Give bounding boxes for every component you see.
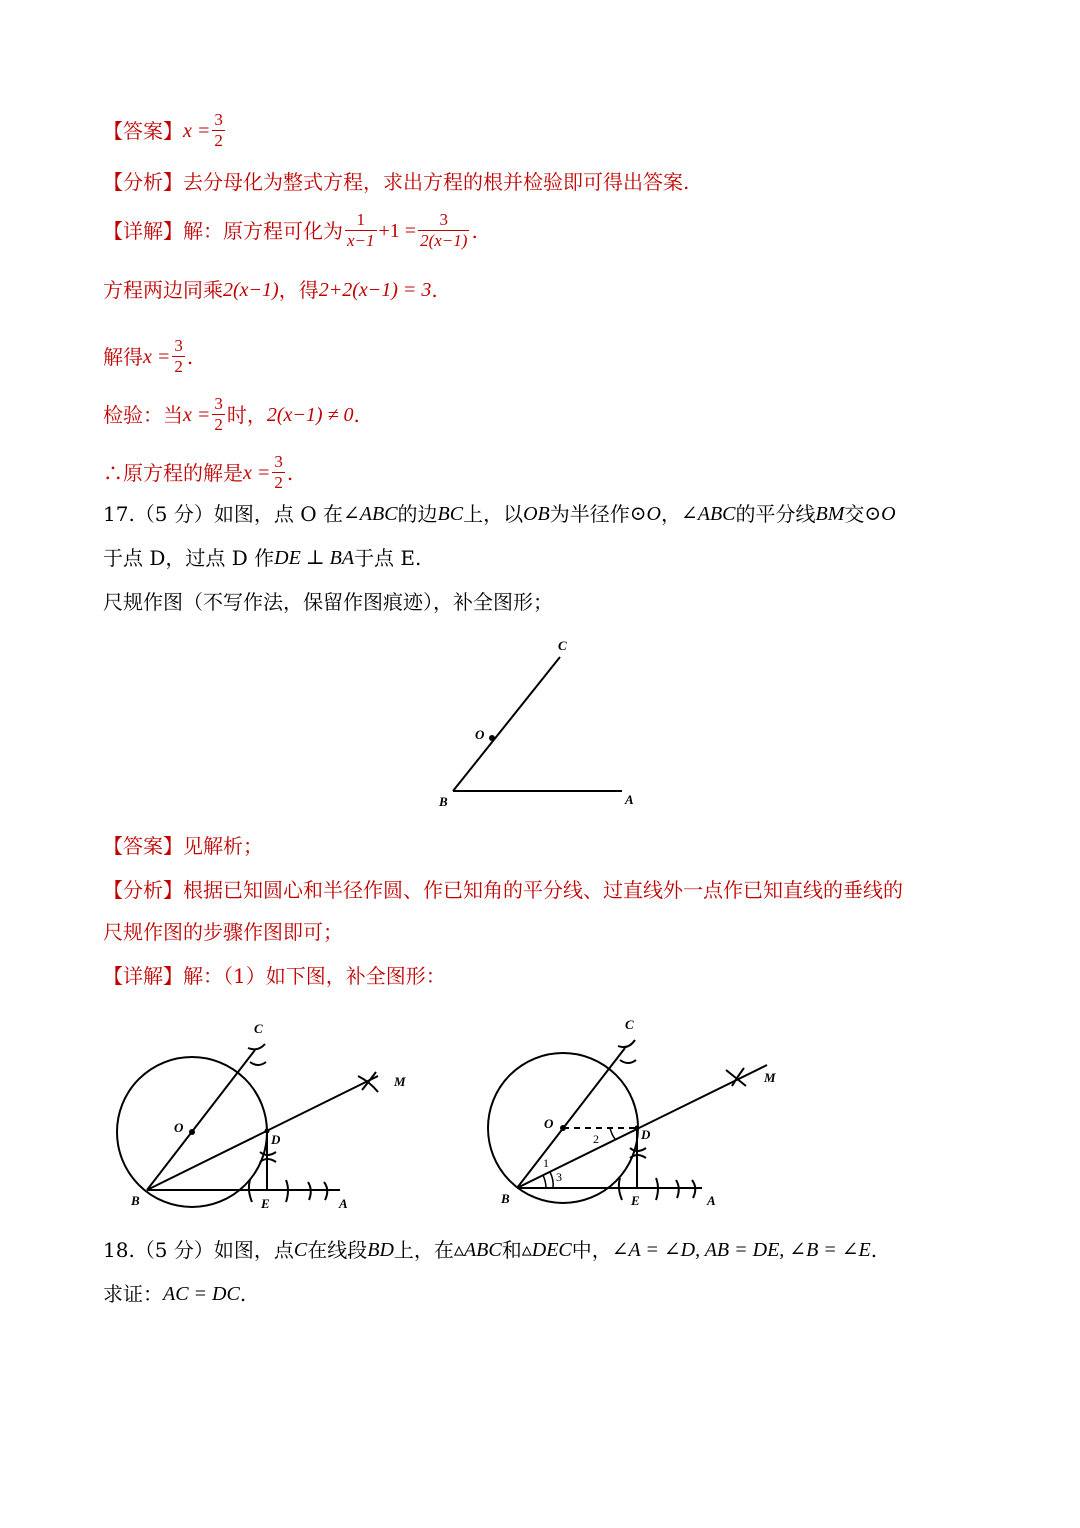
q18-text: 中， (571, 1238, 612, 1262)
label-b: B (501, 1191, 510, 1206)
q17-text: 于点 D，过点 D 作 (103, 546, 275, 570)
step-3 (103, 394, 360, 435)
analysis-text: 尺规作图的步骤作图即可； (103, 920, 343, 944)
q17-text: 17.（5 分）如图，点 O 在 (103, 502, 343, 526)
analysis-tag: 【分析】 (103, 878, 183, 902)
q17-math: OB (523, 503, 550, 525)
frac-num: 3 (214, 394, 223, 413)
q18-math: ▵ABC (453, 1239, 502, 1261)
angle-mark-3 (550, 1172, 553, 1188)
frac-den: 2 (214, 415, 223, 434)
q18-math: AC = DC (163, 1283, 240, 1305)
q17-text: 于点 E. (354, 546, 422, 570)
label-m: M (394, 1074, 406, 1089)
frac-num: 3 (174, 336, 183, 355)
step-text: ，得 (278, 278, 319, 302)
label-e: E (261, 1196, 270, 1211)
q18-math: C (293, 1239, 308, 1261)
label-a: A (707, 1193, 716, 1208)
q18-text: . (239, 1282, 247, 1306)
frac-num: 3 (214, 110, 223, 129)
point-d (635, 1126, 640, 1131)
label-a: A (625, 792, 634, 807)
q18-line-2 (103, 1282, 246, 1306)
arc-mark (250, 1062, 266, 1065)
analysis-17-line-1 (103, 878, 903, 902)
step-4 (103, 452, 293, 493)
detail-tag: 【详解】 (103, 964, 183, 988)
q17-line-2 (103, 546, 421, 570)
step-expr: 2(x−1) ≠ 0 (266, 403, 354, 426)
q18-text: 18.（5 分）如图，点 (103, 1238, 294, 1262)
figure-construction-right (470, 1008, 810, 1218)
fraction-1 (345, 210, 377, 251)
frac-num: 1 (356, 210, 366, 229)
segment-bc (453, 657, 560, 791)
q17-math: ∠ABC (680, 503, 736, 525)
q18-text: 在线段 (307, 1238, 368, 1262)
analysis-16 (103, 170, 689, 194)
step-1 (103, 278, 438, 302)
step-end: . (431, 278, 438, 302)
figure-angle-abc (420, 630, 660, 815)
label-c: C (625, 1017, 634, 1032)
analysis-text: 去分母化为整式方程，求出方程的根并检验即可得出答案. (183, 170, 690, 194)
q17-text: 上，以 (463, 502, 524, 526)
detail-17 (103, 964, 446, 988)
q17-text: 交 (844, 502, 865, 526)
label-e: E (631, 1193, 640, 1208)
label-b: B (131, 1193, 140, 1208)
fraction-2 (418, 210, 469, 251)
step-expr: x = (243, 461, 271, 484)
analysis-text: 根据已知圆心和半径作圆、作已知角的平分线、过直线外一点作已知直线的垂线的 (183, 878, 903, 902)
segment-bc (517, 1048, 625, 1188)
label-angle-2: 2 (593, 1132, 599, 1146)
point-o (489, 735, 495, 741)
detail-text: 解：（1）如下图，补全图形： (183, 964, 446, 988)
frac-den: 2(x−1) (420, 231, 468, 250)
step-fraction (212, 394, 225, 435)
frac-den: 2 (174, 357, 183, 376)
q17-text: 尺规作图（不写作法，保留作图痕迹），补全图形； (103, 590, 553, 614)
point-o (189, 1129, 195, 1135)
label-m: M (764, 1070, 776, 1085)
label-b: B (439, 794, 448, 809)
detail-16 (103, 210, 478, 251)
answer-tag: 【答案】 (103, 834, 183, 858)
q17-math: DE ⊥ BA (274, 547, 355, 569)
answer-16 (103, 110, 227, 151)
label-d: D (641, 1127, 651, 1142)
detail-mid: +1 = (378, 219, 417, 242)
detail-prefix: 解：原方程可化为 (183, 218, 343, 243)
step-expr: 2(x−1) (223, 279, 279, 301)
step-text: 方程两边同乘 (103, 278, 223, 302)
label-c: C (254, 1021, 263, 1036)
angle-mark-1 (543, 1175, 546, 1188)
label-d: D (271, 1132, 281, 1147)
angle-mark-2 (610, 1128, 616, 1140)
step-fraction (272, 452, 285, 493)
point-o (560, 1125, 566, 1131)
analysis-tag: 【分析】 (103, 170, 183, 194)
q17-line-3 (103, 590, 553, 614)
label-o: O (544, 1116, 554, 1131)
step-expr: x = (143, 345, 171, 368)
step-expr: 2+2(x−1) = 3 (318, 279, 432, 301)
detail-end: . (471, 218, 478, 243)
arc-mark (620, 1060, 636, 1063)
step-fraction (172, 336, 185, 377)
q17-math: BC (437, 503, 464, 525)
q18-math: ▵DEC (521, 1239, 572, 1261)
q17-text: 的平分线 (735, 502, 816, 526)
label-o: O (174, 1120, 184, 1135)
analysis-17-line-2 (103, 920, 343, 944)
frac-num: 3 (439, 210, 449, 229)
step-text: 解得 (103, 344, 143, 369)
step-end: . (353, 402, 360, 427)
answer-tag: 【答案】 (103, 118, 183, 143)
figure-construction-left (100, 1010, 440, 1220)
q17-text: 的边 (397, 502, 438, 526)
q18-text: 上，在 (393, 1238, 454, 1262)
frac-num: 3 (274, 452, 283, 471)
q17-text: ， (660, 502, 681, 526)
label-angle-3: 3 (556, 1170, 562, 1184)
answer-17 (103, 834, 263, 858)
step-text: 检验：当 (103, 402, 183, 427)
step-text: 时， (226, 402, 267, 427)
label-angle-1: 1 (543, 1156, 549, 1170)
label-c: C (558, 638, 567, 653)
q18-line-1 (103, 1238, 877, 1262)
frac-den: x−1 (347, 231, 375, 250)
step-text: ∴原方程的解是 (103, 460, 243, 485)
frac-den: 2 (214, 131, 223, 150)
q18-text: 求证： (103, 1282, 163, 1306)
q17-math: ⊙O (629, 503, 661, 525)
q17-math: BM (815, 503, 845, 525)
step-expr: x = (183, 403, 211, 426)
step-end: . (186, 344, 194, 369)
q18-text: 和 (501, 1238, 522, 1262)
point-d (265, 1129, 270, 1134)
q17-text: 为半径作 (549, 502, 630, 526)
segment-bc (147, 1050, 255, 1190)
label-o: O (475, 727, 485, 742)
answer-text: 见解析； (183, 834, 263, 858)
q18-text: . (870, 1238, 878, 1262)
q18-math: BD (367, 1239, 394, 1261)
q17-math: ∠ABC (343, 503, 398, 525)
detail-tag: 【详解】 (103, 218, 183, 243)
answer-lhs: x = (183, 119, 211, 142)
q18-math: ∠A = ∠D, AB = DE, ∠B = ∠E (611, 1239, 871, 1261)
label-a: A (339, 1196, 348, 1211)
answer-fraction (212, 110, 225, 151)
arc-mark (618, 1040, 635, 1047)
q17-math: ⊙O (864, 503, 896, 525)
step-end: . (286, 460, 294, 485)
q17-line-1 (103, 502, 896, 526)
arc-mark (248, 1044, 265, 1049)
step-2 (103, 336, 193, 377)
frac-den: 2 (274, 473, 283, 492)
